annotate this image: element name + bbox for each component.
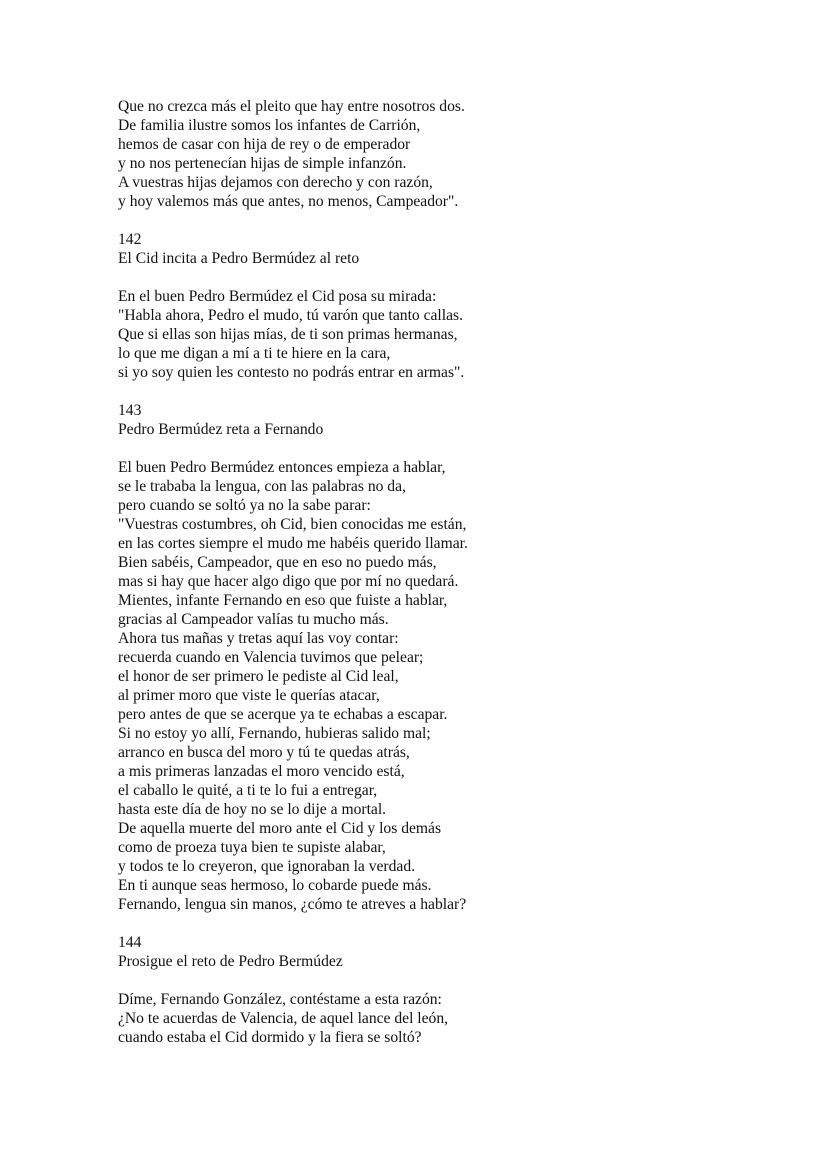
verse-line: el caballo le quité, a ti te lo fui a entregar,: [118, 782, 378, 799]
blank-line: [118, 382, 798, 401]
verse-line: pero cuando se soltó ya no la sabe parar:: [118, 497, 371, 514]
verse-line: "Vuestras costumbres, oh Cid, bien conocidas me están,: [118, 516, 467, 533]
section-144: [118, 933, 798, 1047]
section-title: Prosigue el reto de Pedro Bermúdez: [118, 953, 343, 970]
blank-line: [118, 914, 798, 933]
verse-line: A vuestras hijas dejamos con derecho y con razón,: [118, 174, 433, 191]
verse-line: mas si hay que hacer algo digo que por mí no quedará.: [118, 573, 459, 590]
section-142: [118, 230, 798, 382]
document-page: [118, 97, 798, 1047]
blank-line: [118, 439, 798, 458]
verse-line: Ahora tus mañas y tretas aquí las voy contar:: [118, 630, 399, 647]
verse-line: como de proeza tuya bien te supiste alabar,: [118, 839, 386, 856]
section-number: 142: [118, 231, 142, 248]
section-number: 143: [118, 402, 142, 419]
verse-line: Si no estoy yo allí, Fernando, hubieras salido mal;: [118, 725, 431, 742]
verse-line: lo que me digan a mí a ti te hiere en la cara,: [118, 345, 391, 362]
section-143: [118, 401, 798, 914]
verse-line: y todos te lo creyeron, que ignoraban la verdad.: [118, 858, 416, 875]
section-title: Pedro Bermúdez reta a Fernando: [118, 421, 324, 438]
verse-line: y no nos pertenecían hijas de simple infanzón.: [118, 155, 407, 172]
blank-line: [118, 268, 798, 287]
section-number: 144: [118, 934, 142, 951]
verse-line: hemos de casar con hija de rey o de emperador: [118, 136, 411, 153]
stanza-intro: [118, 97, 798, 211]
verse-line: Mientes, infante Fernando en eso que fuiste a hablar,: [118, 592, 448, 609]
verse-line: "Habla ahora, Pedro el mudo, tú varón que tanto callas.: [118, 307, 463, 324]
verse-line: En ti aunque seas hermoso, lo cobarde puede más.: [118, 877, 432, 894]
verse-line: pero antes de que se acerque ya te echabas a escapar.: [118, 706, 448, 723]
blank-line: [118, 971, 798, 990]
verse-line: el honor de ser primero le pediste al Cid leal,: [118, 668, 399, 685]
verse-line: arranco en busca del moro y tú te quedas atrás,: [118, 744, 410, 761]
verse-line: gracias al Campeador valías tu mucho más.: [118, 611, 389, 628]
section-title: El Cid incita a Pedro Bermúdez al reto: [118, 250, 360, 267]
verse-line: en las cortes siempre el mudo me habéis querido llamar.: [118, 535, 468, 552]
verse-line: hasta este día de hoy no se lo dije a mortal.: [118, 801, 387, 818]
blank-line: [118, 211, 798, 230]
verse-line: De familia ilustre somos los infantes de Carrión,: [118, 117, 421, 134]
verse-line: Fernando, lengua sin manos, ¿cómo te atreves a hablar?: [118, 896, 467, 913]
verse-line: En el buen Pedro Bermúdez el Cid posa su mirada:: [118, 288, 437, 305]
verse-line: De aquella muerte del moro ante el Cid y los demás: [118, 820, 442, 837]
verse-line: recuerda cuando en Valencia tuvimos que pelear;: [118, 649, 424, 666]
verse-line: Que no crezca más el pleito que hay entre nosotros dos.: [118, 98, 465, 115]
verse-line: se le trababa la lengua, con las palabras no da,: [118, 478, 406, 495]
verse-line: al primer moro que viste le querías atacar,: [118, 687, 380, 704]
verse-line: cuando estaba el Cid dormido y la fiera se soltó?: [118, 1029, 422, 1046]
verse-line: y hoy valemos más que antes, no menos, Campeador".: [118, 193, 459, 210]
verse-line: si yo soy quien les contesto no podrás entrar en armas".: [118, 364, 465, 381]
verse-line: a mis primeras lanzadas el moro vencido está,: [118, 763, 405, 780]
verse-line: ¿No te acuerdas de Valencia, de aquel lance del león,: [118, 1010, 449, 1027]
verse-line: El buen Pedro Bermúdez entonces empieza a hablar,: [118, 459, 446, 476]
verse-line: Bien sabéis, Campeador, que en eso no puedo más,: [118, 554, 437, 571]
verse-line: Díme, Fernando González, contéstame a esta razón:: [118, 991, 442, 1008]
verse-line: Que si ellas son hijas mías, de ti son primas hermanas,: [118, 326, 458, 343]
